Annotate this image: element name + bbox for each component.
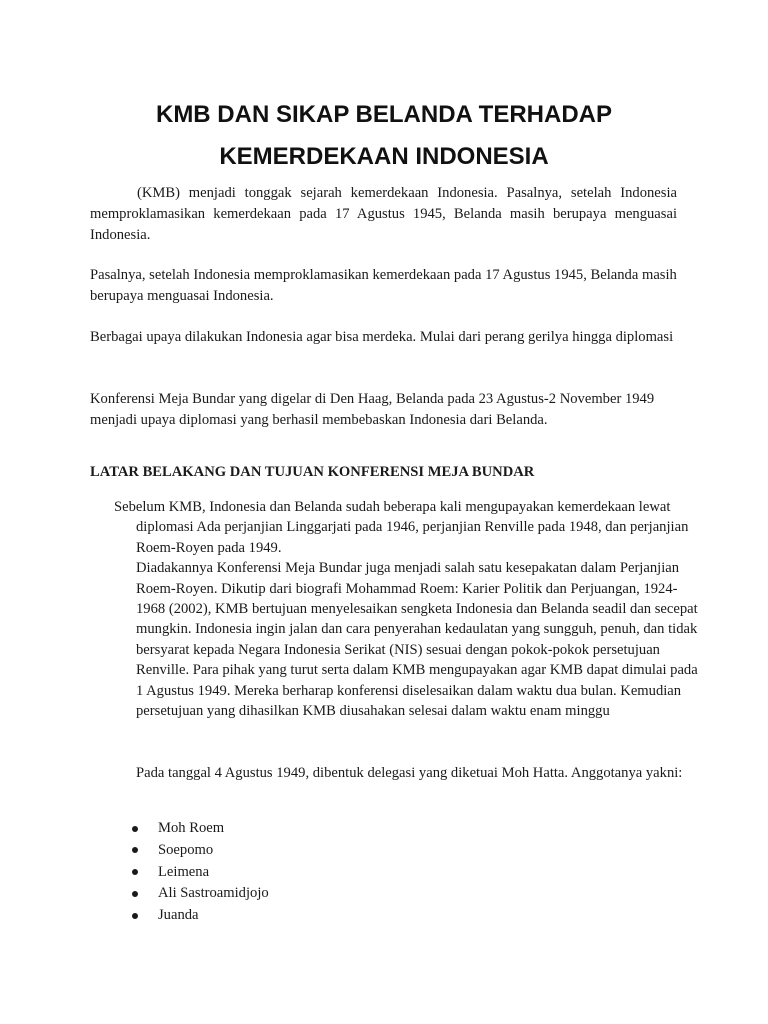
delegation-paragraph: Pada tanggal 4 Agustus 1949, dibentuk delegasi yang diketuai Moh Hatta. Anggotanya yakni: xyxy=(136,765,683,781)
member-name: Soepomo xyxy=(158,841,214,858)
bullet-icon xyxy=(132,847,138,853)
title-line-2: KEMERDEKAAN INDONESIA xyxy=(219,143,549,170)
title-line-1: KMB DAN SIKAP BELANDA TERHADAP xyxy=(155,101,612,128)
bullet-icon xyxy=(132,891,138,897)
list-item xyxy=(130,840,269,862)
list-item xyxy=(130,862,269,884)
purpose-text: Diadakannya Konferensi Meja Bundar juga menjadi salah satu kesepakatan dalam Perjanjian Roem-Royen. Dikutip dari biografi Mohammad Roem: Karier Politik dan Perjuangan, 1924-1968 (2002), KMB bertujuan menyelesaikan sengketa Indonesia dan Belanda seadil dan secepat mungkin. Indonesia ingin jalan dan cara penyerahan kedaulatan yang sungguh, penuh, dan tidak bersyarat kepada Negara Indonesia Serikat (NIS) sesuai dengan pokok-pokok persetujuan Renville. Para pihak yang turut serta dalam KMB mengupayakan agar KMB dapat dimulai pada 1 Agustus 1949. Mereka berharap konferensi diselesaikan dalam waktu dua bulan. Kemudian persetujuan yang dihasilkan KMB diusahakan selesai dalam waktu enam minggu xyxy=(136,560,698,720)
member-name: Ali Sastroamidjojo xyxy=(158,885,269,902)
list-item xyxy=(130,883,269,905)
member-name: Moh Roem xyxy=(158,820,225,836)
delegation-members-list xyxy=(130,818,269,927)
document-title xyxy=(0,94,768,178)
background-text: Sebelum KMB, Indonesia dan Belanda sudah beberapa kali mengupayakan kemerdekaan lewat diplomasi Ada perjanjian Linggarjati pada 1946, perjanjian Renville pada 1948, dan perjanjian Roem-Royen pada 1949. xyxy=(114,499,689,556)
paragraph-2: Pasalnya, setelah Indonesia memproklamasikan kemerdekaan pada 17 Agustus 1945, Belanda masih berupaya menguasai Indonesia. xyxy=(90,267,677,304)
bullet-icon xyxy=(132,913,138,919)
paragraph-intro: (KMB) menjadi tonggak sejarah kemerdekaan Indonesia. Pasalnya, setelah Indonesia memproklamasikan kemerdekaan pada 17 Agustus 1945, Belanda masih berupaya menguasai Indonesia. xyxy=(90,185,677,243)
list-item xyxy=(130,905,269,927)
paragraph-3: Berbagai upaya dilakukan Indonesia agar bisa merdeka. Mulai dari perang gerilya hingga diplomasi xyxy=(90,329,674,345)
section-heading: LATAR BELAKANG DAN TUJUAN KONFERENSI MEJA BUNDAR xyxy=(90,464,535,480)
bullet-icon xyxy=(132,869,138,875)
member-name: Juanda xyxy=(158,907,199,924)
list-item xyxy=(130,818,269,840)
member-name: Leimena xyxy=(158,863,210,880)
paragraph-4: Konferensi Meja Bundar yang digelar di Den Haag, Belanda pada 23 Agustus-2 November 1949 menjadi upaya diplomasi yang berhasil membebaskan Indonesia dari Belanda. xyxy=(90,391,655,428)
background-paragraph xyxy=(114,497,706,721)
bullet-icon xyxy=(132,826,138,832)
